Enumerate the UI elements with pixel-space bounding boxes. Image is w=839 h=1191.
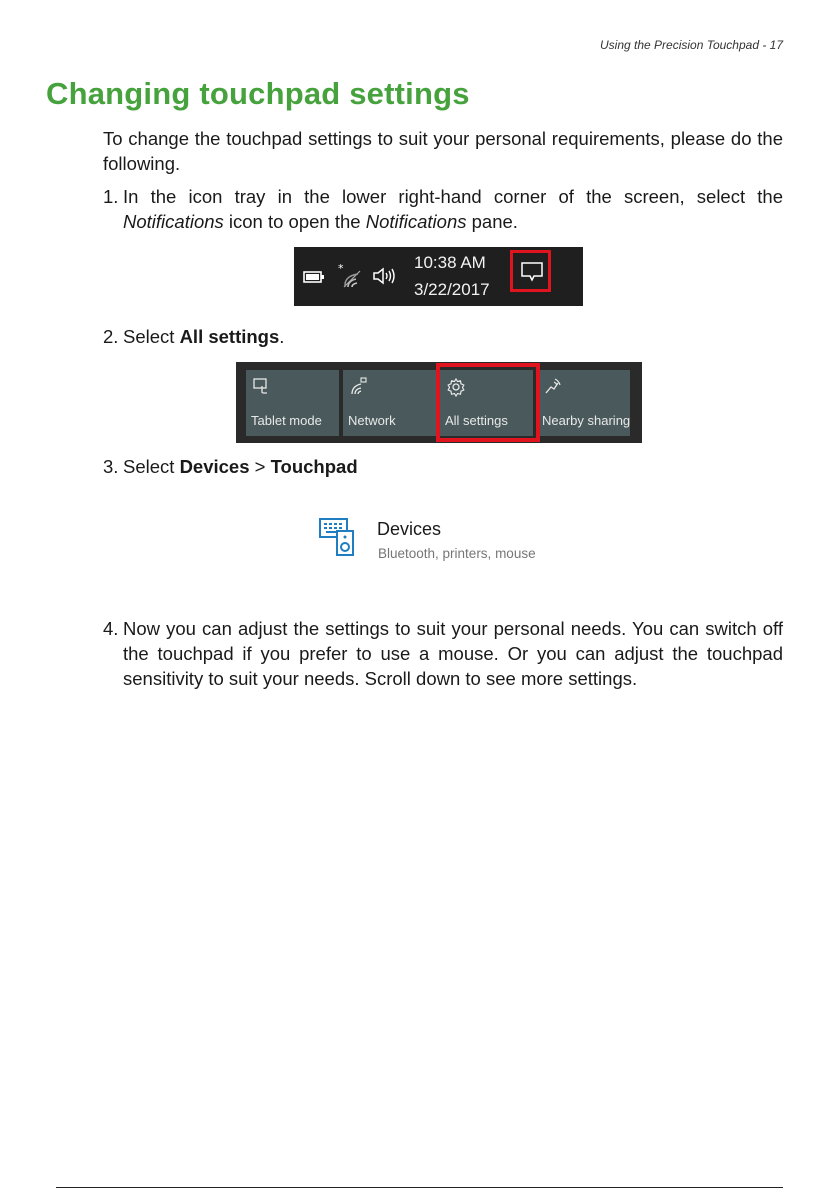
tile-label: Tablet mode [251,413,322,428]
nearby-sharing-tile[interactable] [537,370,630,436]
step-number: 1. [103,186,119,207]
devices-subtitle: Bluetooth, printers, mouse [378,546,536,561]
nearby-sharing-icon [543,377,563,395]
taskbar-tray-screenshot [294,247,583,306]
section-title: Changing touchpad settings [46,76,470,111]
step-text: Select All settings. [123,326,285,347]
tray-time: 10:38 AM [414,253,486,272]
intro-paragraph: To change the touchpad settings to suit your personal requirements, please do the following. [103,128,783,174]
network-tile[interactable] [343,370,436,436]
step-number: 4. [103,618,119,639]
devices-icon [319,517,357,557]
running-header: Using the Precision Touchpad - 17 [600,38,783,52]
tile-label: All settings [445,413,508,428]
tray-date: 3/22/2017 [414,280,490,299]
network-icon [349,377,369,395]
step-1 [103,184,783,234]
step-text: Now you can adjust the settings to suit your personal needs. You can switch off the touchpad if you prefer to use a mouse. Or you can adjust the touchpad sensitivity to suit your needs. Scroll down to see more settings. [123,618,783,689]
footer-rule [56,1187,783,1188]
step-2 [103,324,783,349]
tile-label: Nearby sharing [542,413,631,428]
step-3 [103,454,783,479]
step-4 [103,616,783,691]
step-text: In the icon tray in the lower right-hand corner of the screen, select the Notifications icon to open the Notifications pane. [123,186,783,232]
step-number: 3. [103,456,119,477]
wifi-icon [338,263,362,289]
devices-title: Devices [377,519,442,539]
step-text: Select Devices > Touchpad [123,456,358,477]
highlight-box [436,363,540,442]
devices-settings-item[interactable] [316,512,552,568]
step-number: 2. [103,326,119,347]
highlight-box [510,250,551,292]
tablet-mode-icon [252,377,272,395]
quick-actions-screenshot [236,362,642,443]
battery-icon [303,270,325,284]
tablet-mode-tile[interactable] [246,370,339,436]
volume-icon [372,266,398,286]
svg-text:*: * [338,263,344,275]
tile-label: Network [348,413,396,428]
